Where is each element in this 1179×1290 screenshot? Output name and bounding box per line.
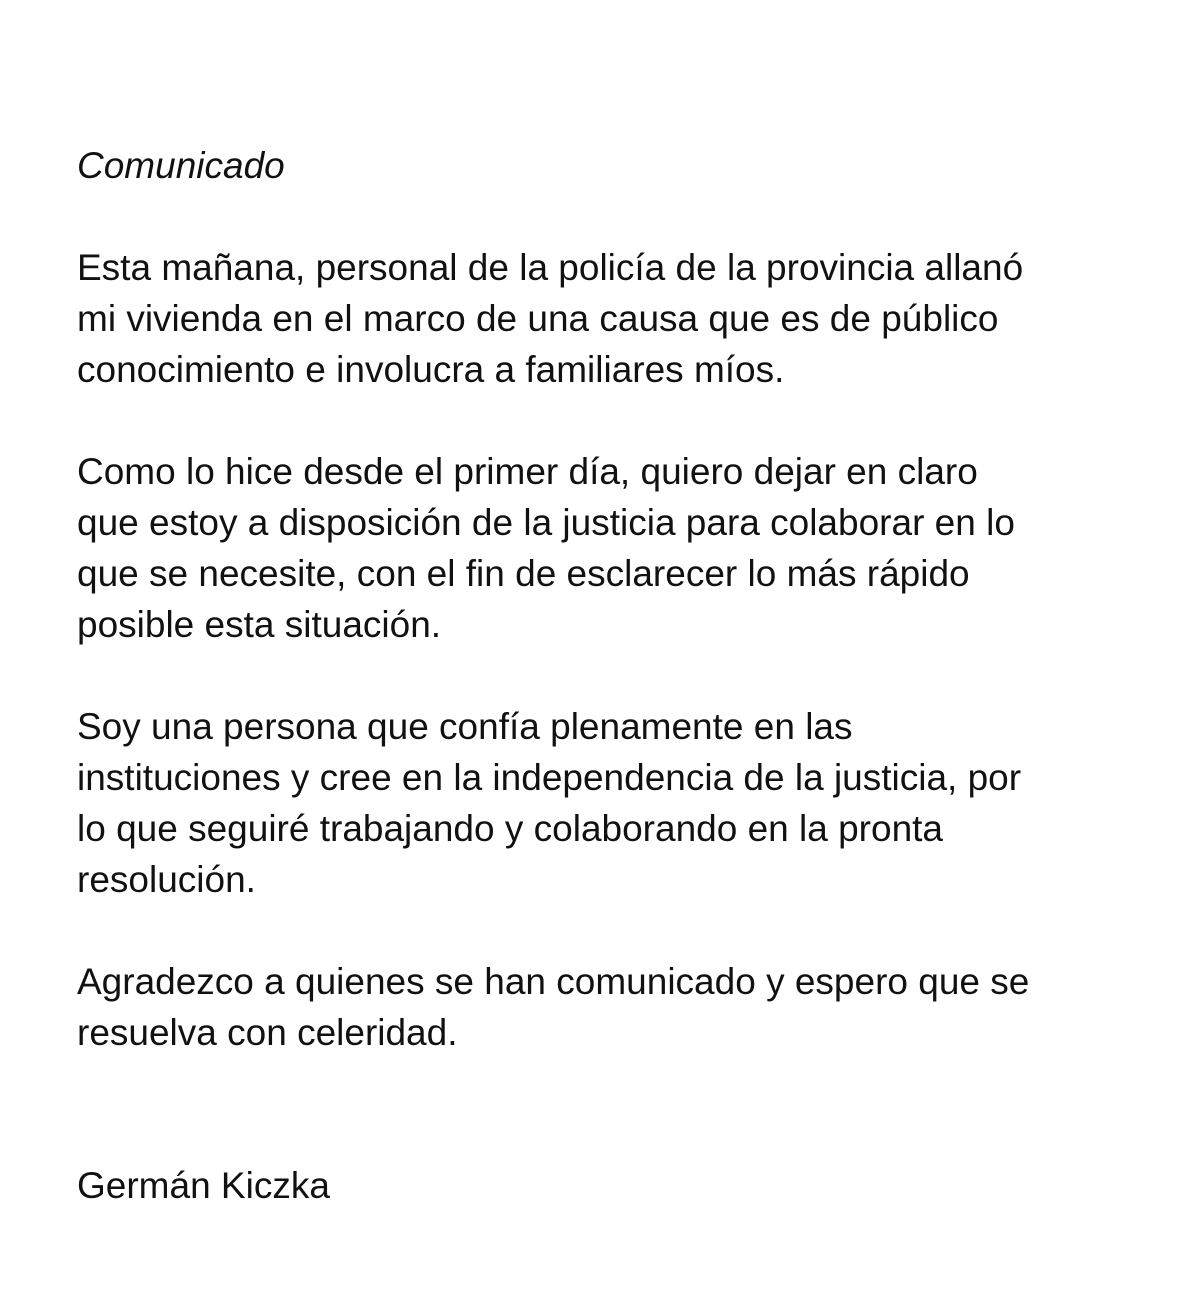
- paragraph-cooperation: [77, 446, 1137, 650]
- paragraph-thanks: [77, 956, 1137, 1058]
- paragraph-line: conocimiento e involucra a familiares míos.: [77, 349, 785, 390]
- paragraph-trust: [77, 701, 1137, 905]
- paragraph-line: resolución.: [77, 859, 256, 900]
- paragraph-line: lo que seguiré trabajando y colaborando en la pronta: [77, 808, 944, 849]
- statement-document: [77, 140, 1137, 1211]
- paragraph-line: instituciones y cree en la independencia de la justicia, por: [77, 757, 1022, 798]
- paragraph-line: posible esta situación.: [77, 604, 442, 645]
- paragraph-line: Soy una persona que confía plenamente en las: [77, 706, 853, 747]
- paragraph-line: Esta mañana, personal de la policía de la provincia allanó: [77, 247, 1024, 288]
- paragraph-raid: [77, 242, 1137, 395]
- paragraph-line: resuelva con celeridad.: [77, 1012, 458, 1053]
- paragraph-line: Agradezco a quienes se han comunicado y espero que se: [77, 961, 1030, 1002]
- document-title: Comunicado: [77, 145, 285, 186]
- paragraph-line: Como lo hice desde el primer día, quiero dejar en claro: [77, 451, 978, 492]
- paragraph-line: que se necesite, con el fin de esclarecer lo más rápido: [77, 553, 970, 594]
- paragraph-line: que estoy a disposición de la justicia para colaborar en lo: [77, 502, 1015, 543]
- paragraph-line: mi vivienda en el marco de una causa que es de público: [77, 298, 999, 339]
- signature-name: Germán Kiczka: [77, 1165, 330, 1206]
